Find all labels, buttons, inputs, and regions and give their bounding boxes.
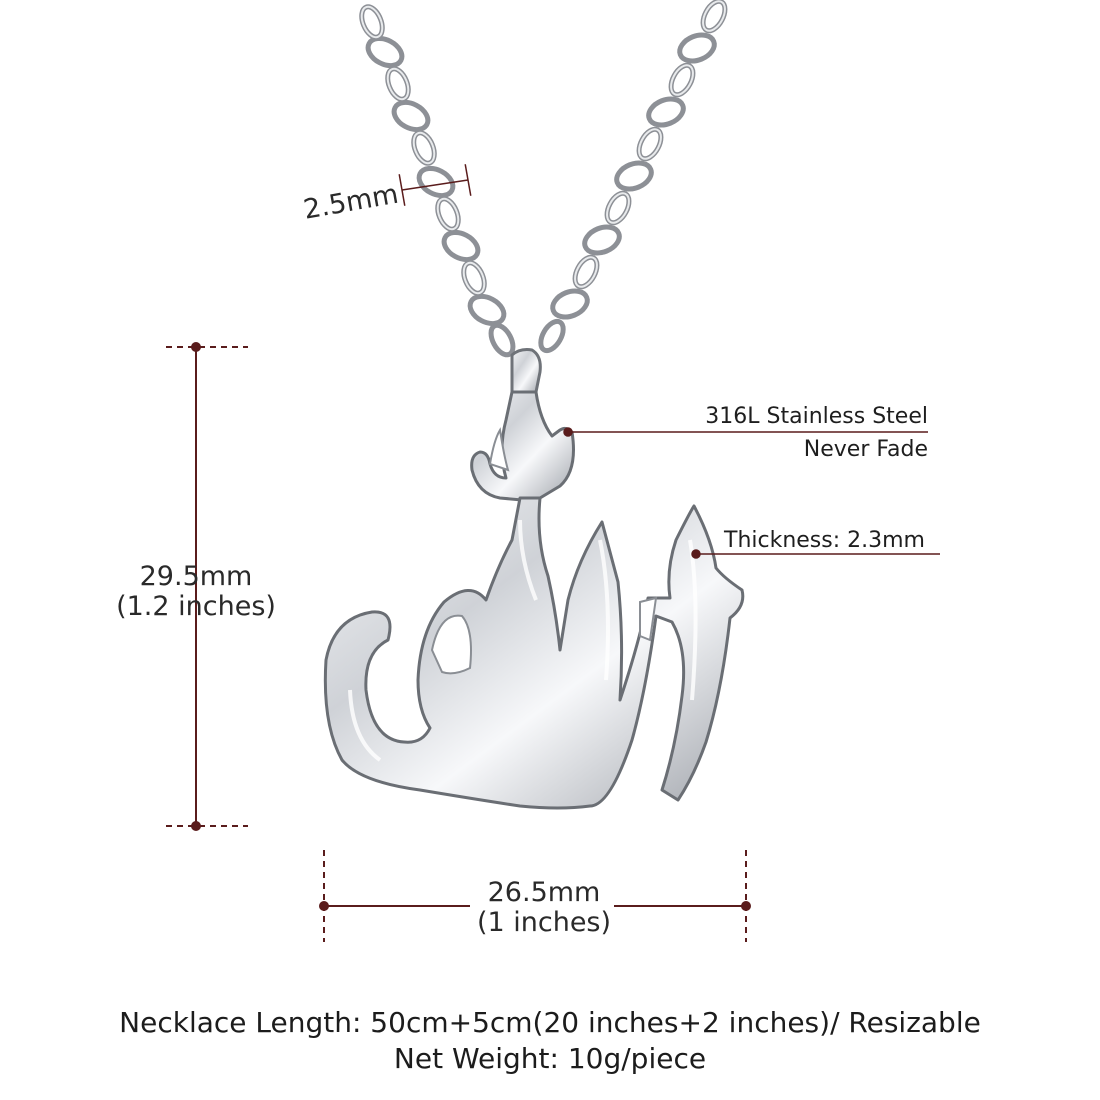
chain-width-label: 2.5mm xyxy=(301,178,401,226)
height-inches-label: (1.2 inches) xyxy=(116,591,276,622)
chain-right xyxy=(536,0,729,354)
material-callout xyxy=(564,428,928,436)
chain-left-highlight xyxy=(358,4,489,296)
net-weight-label: Net Weight: 10g/piece xyxy=(393,1042,707,1075)
necklace-length-label: Necklace Length: 50cm+5cm(20 inches+2 inches)/ Resizable xyxy=(119,1006,981,1039)
material-label: 316L Stainless Steel xyxy=(705,404,928,429)
width-mm-label: 26.5mm xyxy=(487,877,601,908)
never-fade-label: Never Fade xyxy=(803,437,928,462)
thickness-label: Thickness: 2.3mm xyxy=(724,528,925,553)
chain-right-highlight xyxy=(571,0,730,290)
width-inches-label: (1 inches) xyxy=(476,907,612,938)
height-mm-label: 29.5mm xyxy=(139,561,253,592)
pendant-bail xyxy=(512,350,540,392)
